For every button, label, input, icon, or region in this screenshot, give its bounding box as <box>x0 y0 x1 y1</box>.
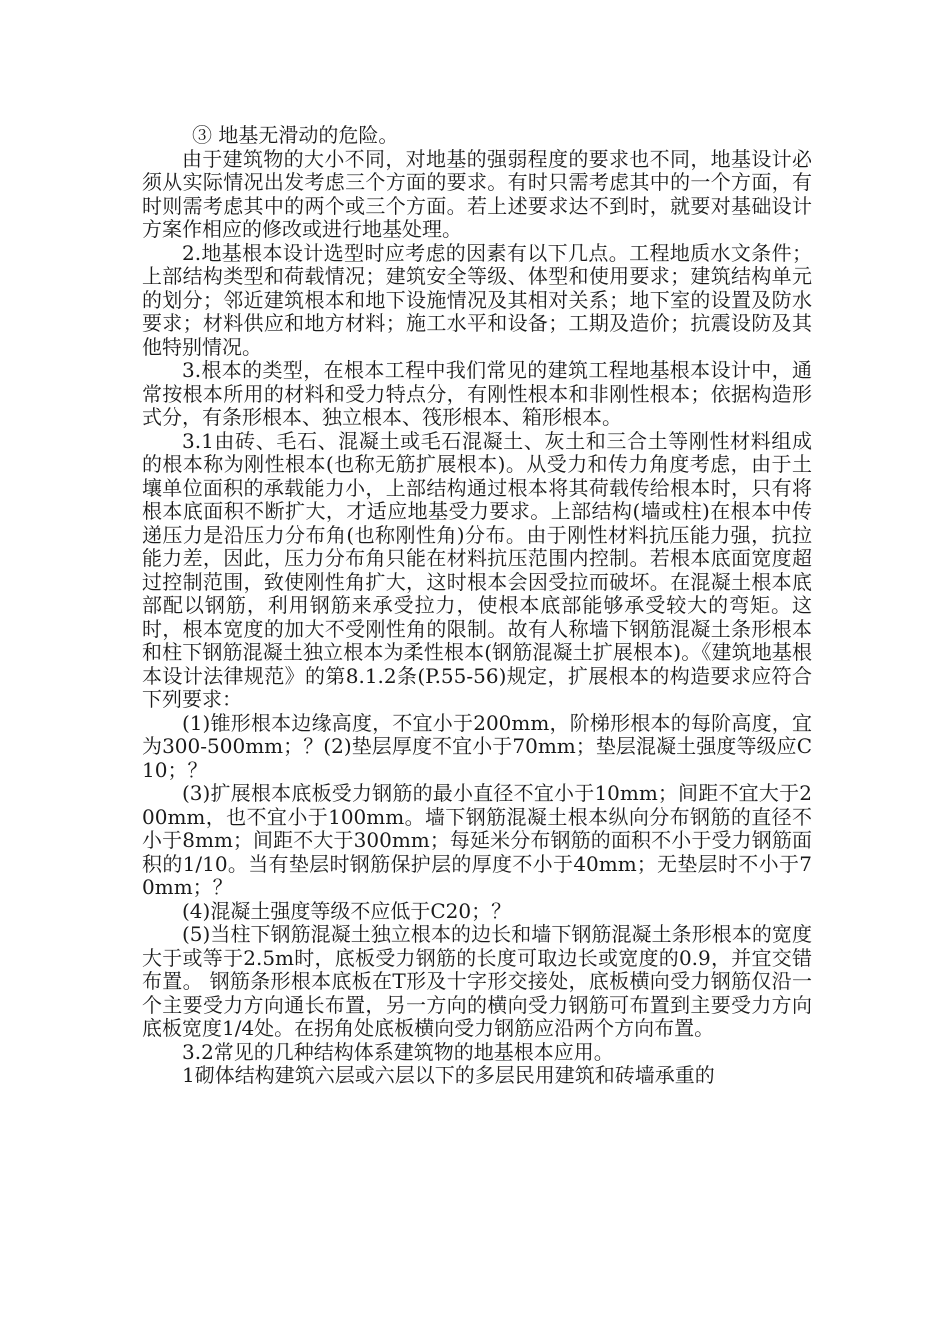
paragraph-section-3-2: 3.2常见的几种结构体系建筑物的地基根本应用。 <box>182 1039 614 1064</box>
paragraph-design-factors: 2.地基根本设计选型时应考虑的因素有以下几点。工程地质水文条件；上部结构类型和荷载情况；建筑安全等级、体型和使用要求；建筑结构单元的划分；邻近建筑根本和地下设施情况及其相对关系；地下室的设置及防水要求；材料供应和地方材料；施工水平和设备；工期及造价；抗震设防及其他特别情况。 <box>142 240 812 359</box>
paragraph-masonry-structure: 1砌体结构建筑六层或六层以下的多层民用建筑和砖墙承重的 <box>182 1063 715 1087</box>
paragraph-rigid-foundation: 3.1由砖、毛石、混凝土或毛石混凝土、灰土和三合土等刚性材料组成的根本称为刚性根本(也称无筋扩展根本)。从受力和传力角度考虑，由于土壤单位面积的承载能力小，上部结构通过根本将其荷载传给根本时，只有将根本底面积不断扩大，才适应地基受力要求。上部结构(墙或柱)在根本中传递压力是沿压力分布角(也称刚性角)分布。由于刚性材料抗压能力强，抗拉能力差，因此，压力分布角只能在材料抗压范围内控制。若根本底面宽度超过控制范围，致使刚性角扩大，这时根本会因受拉而破坏。在混凝土根本底部配以钢筋，利用钢筋来承受拉力，使根本底部能够承受较大的弯矩。这时，根本宽度的加大不受刚性角的限制。故有人称墙下钢筋混凝土条形根本和柱下钢筋混凝土独立根本为柔性根本(钢筋混凝土扩展根本)。《建筑地基根本设计法律规范》的第8.1.2条(P.55-56)规定，扩展根本的构造要求应符合下列要求： <box>142 428 812 711</box>
paragraph-requirement-4: (4)混凝土强度等级不应低于C20；？ <box>182 898 512 923</box>
document-body <box>142 124 812 1088</box>
paragraph-foundation-types: 3.根本的类型，在根本工程中我们常见的建筑工程地基根本设计中，通常按根本所用的材料和受力特点分，有刚性根本和非刚性根本；依据构造形式分，有条形根本、独立根本、筏形根本、箱形根本。 <box>142 358 812 429</box>
paragraph-requirement-5: (5)当柱下钢筋混凝土独立根本的边长和墙下钢筋混凝土条形根本的宽度大于或等于2.5m时，底板受力钢筋的长度可取边长或宽度的0.9，并宜交错布置。 钢筋条形根本底板在T形及十字形交接处，底板横向受力钢筋仅沿一个主要受力方向通长布置，另一方向的横向受力钢筋可布置到主要受力方向底板宽度1/4处。在拐角处底板横向受力钢筋应沿两个方向布置。 <box>142 922 812 1040</box>
paragraph-requirement-1-2: (1)锥形根本边缘高度，不宜小于200mm，阶梯形根本的每阶高度，宜为300-500mm；？(2)垫层厚度不宜小于70mm；垫层混凝土强度等级应C10；？ <box>142 710 812 782</box>
paragraph-foundation-requirements: 由于建筑物的大小不同，对地基的强弱程度的要求也不同，地基设计必须从实际情况出发考虑三个方面的要求。有时只需考虑其中的一个方面，有时则需考虑其中的两个或三个方面。若上述要求达不到时，就要对基础设计方案作相应的修改或进行地基处理。 <box>142 146 812 241</box>
paragraph-condition-3: ③ 地基无滑动的危险。 <box>192 123 399 147</box>
paragraph-requirement-3: (3)扩展根本底板受力钢筋的最小直径不宜小于10mm；间距不宜大于200mm，也不宜小于100mm。墙下钢筋混凝土根本纵向分布钢筋的直径不小于8mm；间距不大于300mm；每延米分布钢筋的面积不小于受力钢筋面积的1/10。当有垫层时钢筋保护层的厚度不小于40mm；无垫层时不小于70mm；？ <box>142 781 812 899</box>
